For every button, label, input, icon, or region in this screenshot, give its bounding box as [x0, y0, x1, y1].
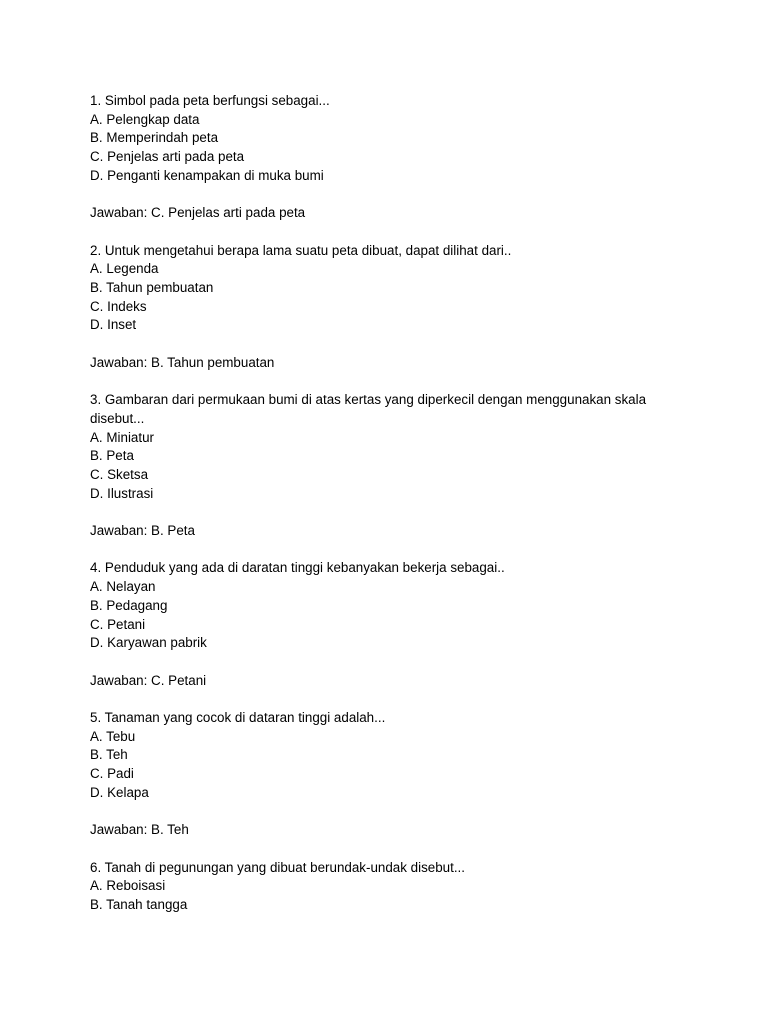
- question-stem: 6. Tanah di pegunungan yang dibuat berundak-undak disebut...: [90, 859, 465, 875]
- answer: Jawaban: C. Penjelas arti pada peta: [90, 205, 306, 221]
- option-a: A. Nelayan: [90, 579, 156, 595]
- option-d: D. Ilustrasi: [90, 485, 154, 501]
- option-c: C. Penjelas arti pada peta: [90, 149, 245, 165]
- question-stem: 3. Gambaran dari permukaan bumi di atas kertas yang diperkecil dengan menggunakan skala disebut...: [90, 392, 650, 426]
- option-a: A. Miniatur: [90, 429, 154, 445]
- option-b: B. Pedagang: [90, 597, 168, 613]
- option-d: D. Penganti kenampakan di muka bumi: [90, 167, 324, 183]
- option-b: B. Memperindah peta: [90, 130, 219, 146]
- option-a: A. Reboisasi: [90, 878, 166, 894]
- answer: Jawaban: C. Petani: [90, 672, 207, 688]
- answer: Jawaban: B. Peta: [90, 523, 195, 539]
- question-stem: 1. Simbol pada peta berfungsi sebagai...: [90, 93, 330, 108]
- option-a: A. Tebu: [90, 728, 136, 744]
- question-4: [90, 559, 690, 690]
- option-c: C. Sketsa: [90, 467, 149, 482]
- document-page: [90, 92, 690, 915]
- answer: Jawaban: B. Teh: [90, 822, 189, 838]
- option-c: C. Indeks: [90, 298, 147, 314]
- option-b: B. Tahun pembuatan: [90, 280, 214, 295]
- option-b: B. Tanah tangga: [90, 897, 188, 913]
- question-5: [90, 709, 690, 840]
- question-stem: 5. Tanaman yang cocok di dataran tinggi adalah...: [90, 710, 386, 726]
- option-c: C. Padi: [90, 766, 134, 782]
- option-a: A. Legenda: [90, 261, 159, 277]
- option-d: D. Inset: [90, 317, 137, 333]
- option-d: D. Kelapa: [90, 784, 149, 800]
- question-3: [90, 391, 690, 541]
- question-stem: 2. Untuk mengetahui berapa lama suatu peta dibuat, dapat dilihat dari..: [90, 242, 512, 258]
- option-b: B. Teh: [90, 747, 128, 763]
- question-6: [90, 859, 690, 915]
- option-b: B. Peta: [90, 448, 134, 464]
- option-d: D. Karyawan pabrik: [90, 635, 207, 651]
- option-a: A. Pelengkap data: [90, 111, 200, 127]
- answer: Jawaban: B. Tahun pembuatan: [90, 354, 275, 370]
- question-stem: 4. Penduduk yang ada di daratan tinggi kebanyakan bekerja sebagai..: [90, 560, 505, 576]
- question-1: [90, 92, 690, 223]
- option-c: C. Petani: [90, 616, 146, 632]
- question-2: [90, 242, 690, 373]
